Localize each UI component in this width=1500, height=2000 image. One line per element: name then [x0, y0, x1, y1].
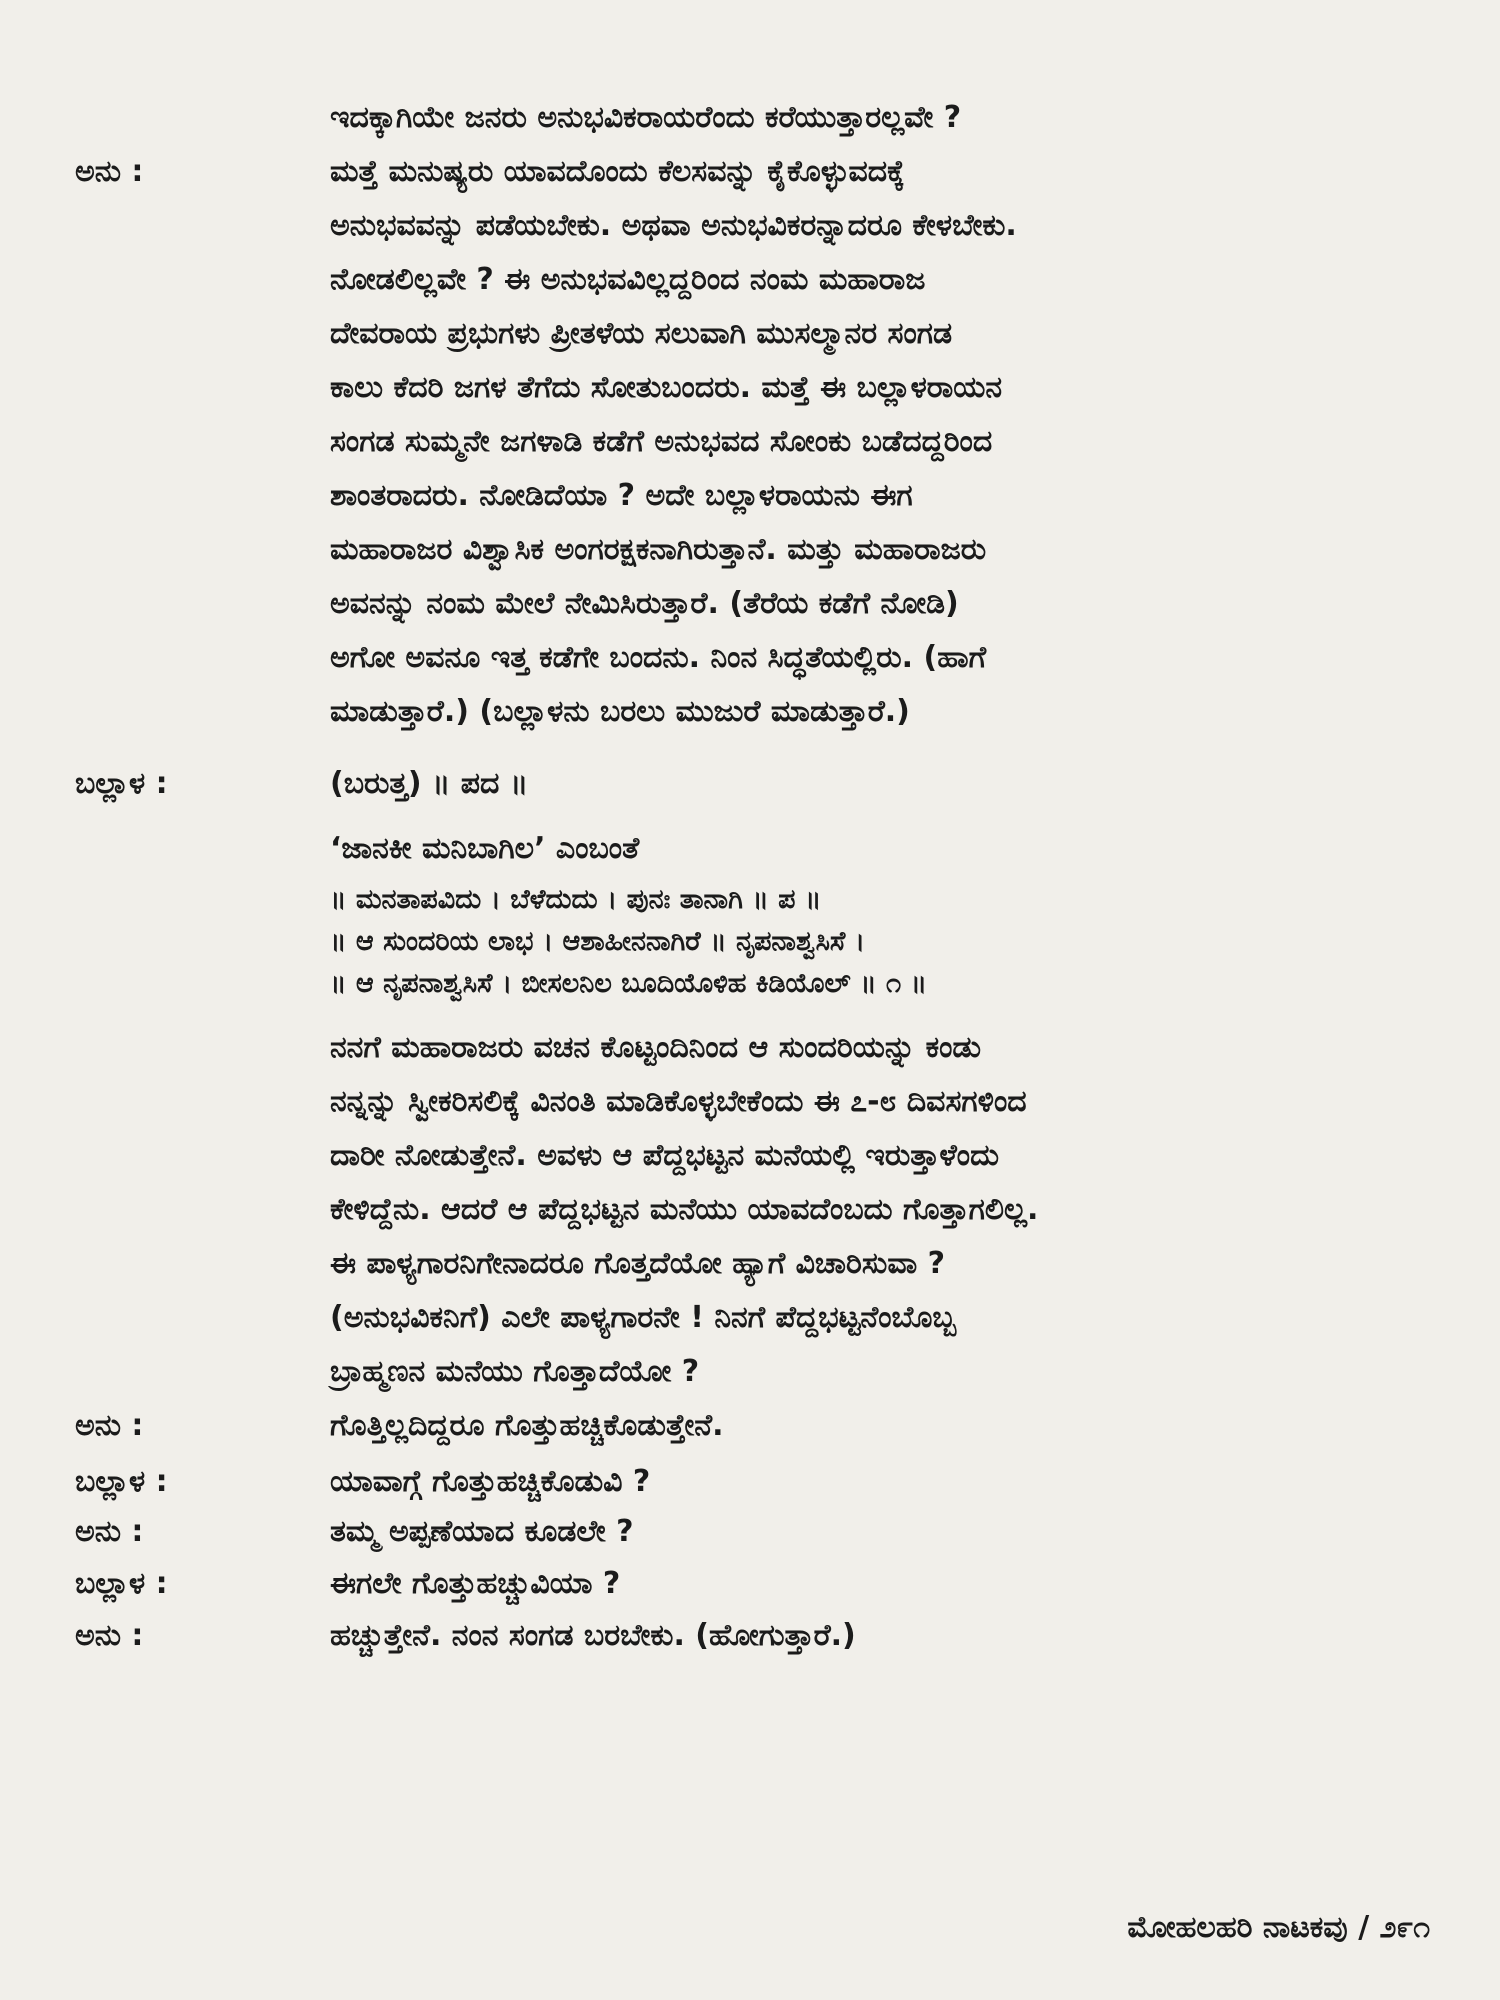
- dialogue-line: [0, 1510, 1500, 1562]
- speaker-label: ಬಲ್ಲಾಳ :: [75, 1464, 168, 1499]
- line-text: ಅನುಭವವನ್ನು ಪಡೆಯಬೇಕು. ಅಥವಾ ಅನುಭವಿಕರನ್ನಾದರೂ ಕೇಳಬೇಕು.: [330, 208, 1017, 243]
- line-text: ನನ್ನನ್ನು ಸ್ವೀಕರಿಸಲಿಕ್ಕೆ ವಿನಂತಿ ಮಾಡಿಕೊಳ್ಳಬೇಕೆಂದು ಈ ೭-೮ ದಿವಸಗಳಿಂದ: [330, 1084, 1027, 1119]
- line-text: ಹಚ್ಚುತ್ತೇನೆ. ನಂನ ಸಂಗಡ ಬರಬೇಕು. (ಹೋಗುತ್ತಾರೆ.): [330, 1618, 856, 1653]
- dialogue-line: [0, 1562, 1500, 1614]
- line-text: ಕಾಲು ಕೆದರಿ ಜಗಳ ತೆಗೆದು ಸೋತುಬಂದರು. ಮತ್ತೆ ಈ ಬಲ್ಲಾಳರಾಯನ: [330, 370, 1003, 405]
- speaker-label: ಅನು :: [75, 1514, 144, 1549]
- dialogue-line: [0, 528, 1500, 580]
- dialogue-line: [0, 1080, 1500, 1132]
- dialogue-line: [0, 962, 1500, 1014]
- dialogue-line: [0, 1026, 1500, 1078]
- dialogue-line: [0, 1296, 1500, 1348]
- dialogue-line: [0, 204, 1500, 256]
- dialogue-line: [0, 1350, 1500, 1402]
- line-text: ಮಾಡುತ್ತಾರೆ.) (ಬಲ್ಲಾಳನು ಬರಲು ಮುಜುರೆ ಮಾಡುತ್ತಾರೆ.): [330, 694, 910, 729]
- line-text: (ಅನುಭವಿಕನಿಗೆ) ಎಲೇ ಪಾಳ್ಯಗಾರನೇ ! ನಿನಗೆ ಪೆದ್ದಭಟ್ಟನೆಂಬೊಬ್ಬ: [330, 1300, 957, 1335]
- dialogue-line: [0, 636, 1500, 688]
- line-text: ॥ ಮನತಾಪವಿದು । ಬೆಳೆದುದು । ಪುನಃ ತಾನಾಗಿ ॥ ಪ ॥: [330, 884, 822, 915]
- line-text: (ಬರುತ್ತ) ॥ ಪದ ॥: [330, 766, 529, 801]
- line-text: ಅಗೋ ಅವನೂ ಇತ್ತ ಕಡೆಗೇ ಬಂದನು. ನಿಂನ ಸಿದ್ಧತೆಯಲ್ಲಿರು. (ಹಾಗೆ: [330, 640, 987, 675]
- line-text: ನನಗೆ ಮಹಾರಾಜರು ವಚನ ಕೊಟ್ಟಂದಿನಿಂದ ಆ ಸುಂದರಿಯನ್ನು ಕಂಡು: [330, 1030, 982, 1065]
- dialogue-line: [0, 150, 1500, 202]
- speaker-label: ಅನು :: [75, 1618, 144, 1653]
- line-text: ಅವನನ್ನು ನಂಮ ಮೇಲೆ ನೇಮಿಸಿರುತ್ತಾರೆ. (ತೆರೆಯ ಕಡೆಗೆ ನೋಡಿ): [330, 586, 959, 621]
- dialogue-line: [0, 474, 1500, 526]
- dialogue-line: [0, 1460, 1500, 1512]
- line-text: ಬ್ರಾಹ್ಮಣನ ಮನೆಯು ಗೊತ್ತಾದೆಯೋ ?: [330, 1354, 700, 1389]
- dialogue-line: [0, 690, 1500, 742]
- line-text: ದೇವರಾಯ ಪ್ರಭುಗಳು ಪ್ರೀತಳೆಯ ಸಲುವಾಗಿ ಮುಸಲ್ಮಾನರ ಸಂಗಡ: [330, 316, 953, 351]
- dialogue-line: [0, 420, 1500, 472]
- line-text: ಈಗಲೇ ಗೊತ್ತುಹಚ್ಚುವಿಯಾ ?: [330, 1566, 621, 1601]
- line-text: ಮತ್ತೆ ಮನುಷ್ಯರು ಯಾವದೊಂದು ಕೆಲಸವನ್ನು ಕೈಕೊಳ್ಳುವದಕ್ಕೆ: [330, 154, 905, 189]
- dialogue-line: [0, 258, 1500, 310]
- dialogue-line: [0, 1188, 1500, 1240]
- line-text: ನೋಡಲಿಲ್ಲವೇ ? ಈ ಅನುಭವವಿಲ್ಲದ್ದರಿಂದ ನಂಮ ಮಹಾರಾಜ: [330, 262, 926, 297]
- line-text: ಇದಕ್ಕಾಗಿಯೇ ಜನರು ಅನುಭವಿಕರಾಯರೆಂದು ಕರೆಯುತ್ತಾರಲ್ಲವೇ ?: [330, 100, 962, 135]
- dialogue-line: [0, 366, 1500, 418]
- line-text: ದಾರೀ ನೋಡುತ್ತೇನೆ. ಅವಳು ಆ ಪೆದ್ದಭಟ್ಟನ ಮನೆಯಲ್ಲಿ ಇರುತ್ತಾಳೆಂದು: [330, 1138, 1000, 1173]
- line-text: ಶಾಂತರಾದರು. ನೋಡಿದೆಯಾ ? ಅದೇ ಬಲ್ಲಾಳರಾಯನು ಈಗ: [330, 478, 913, 513]
- page-footer: ಮೋಹಲಹರಿ ನಾಟಕವು / ೨೯೧: [1127, 1910, 1430, 1945]
- speaker-label: ಅನು :: [75, 154, 144, 189]
- dialogue-line: [0, 762, 1500, 814]
- line-text: ಸಂಗಡ ಸುಮ್ಮನೇ ಜಗಳಾಡಿ ಕಡೆಗೆ ಅನುಭವದ ಸೋಂಕು ಬಡೆದದ್ದರಿಂದ: [330, 424, 993, 459]
- line-text: ॥ ಆ ನೃಪನಾಶ್ವಸಿಸೆ । ಬೀಸಲನಿಲ ಬೂದಿಯೊಳಿಹ ಕಿಡಿಯೊಲ್ ॥ ೧ ॥: [330, 968, 927, 999]
- speaker-label: ಬಲ್ಲಾಳ :: [75, 1566, 168, 1601]
- line-text: ತಮ್ಮ ಅಪ್ಪಣೆಯಾದ ಕೂಡಲೇ ?: [330, 1514, 634, 1549]
- line-text: ಈ ಪಾಳ್ಯಗಾರನಿಗೇನಾದರೂ ಗೊತ್ತದೆಯೋ ಹ್ಯಾಗೆ ವಿಚಾರಿಸುವಾ ?: [330, 1246, 946, 1281]
- dialogue-line: [0, 1134, 1500, 1186]
- line-text: ಗೊತ್ತಿಲ್ಲದಿದ್ದರೂ ಗೊತ್ತುಹಚ್ಚಿಕೊಡುತ್ತೇನೆ.: [330, 1408, 724, 1443]
- dialogue-line: [0, 312, 1500, 364]
- speaker-label: ಅನು :: [75, 1408, 144, 1443]
- line-text: ಯಾವಾಗ್ಗೆ ಗೊತ್ತುಹಚ್ಚಿಕೊಡುವಿ ?: [330, 1464, 651, 1499]
- dialogue-line: [0, 827, 1500, 879]
- line-text: ಮಹಾರಾಜರ ವಿಶ್ವಾಸಿಕ ಅಂಗರಕ್ಷಕನಾಗಿರುತ್ತಾನೆ. ಮತ್ತು ಮಹಾರಾಜರು: [330, 532, 987, 567]
- dialogue-line: [0, 1242, 1500, 1294]
- line-text: ॥ ಆ ಸುಂದರಿಯ ಲಾಭ । ಆಶಾಹೀನನಾಗಿರೆ ॥ ನೃಪನಾಶ್ವಸಿಸೆ ।: [330, 926, 866, 957]
- line-text: ಕೇಳಿದ್ದೆನು. ಆದರೆ ಆ ಪೆದ್ದಭಟ್ಟನ ಮನೆಯು ಯಾವದೆಂಬದು ಗೊತ್ತಾಗಲಿಲ್ಲ.: [330, 1192, 1039, 1227]
- line-text: ‘ಜಾನಕೀ ಮನಿಬಾಗಿಲ’ ಎಂಬಂತೆ: [330, 831, 640, 866]
- speaker-label: ಬಲ್ಲಾಳ :: [75, 766, 168, 801]
- dialogue-line: [0, 582, 1500, 634]
- dialogue-line: [0, 1614, 1500, 1666]
- dialogue-line: [0, 96, 1500, 148]
- dialogue-line: [0, 1404, 1500, 1456]
